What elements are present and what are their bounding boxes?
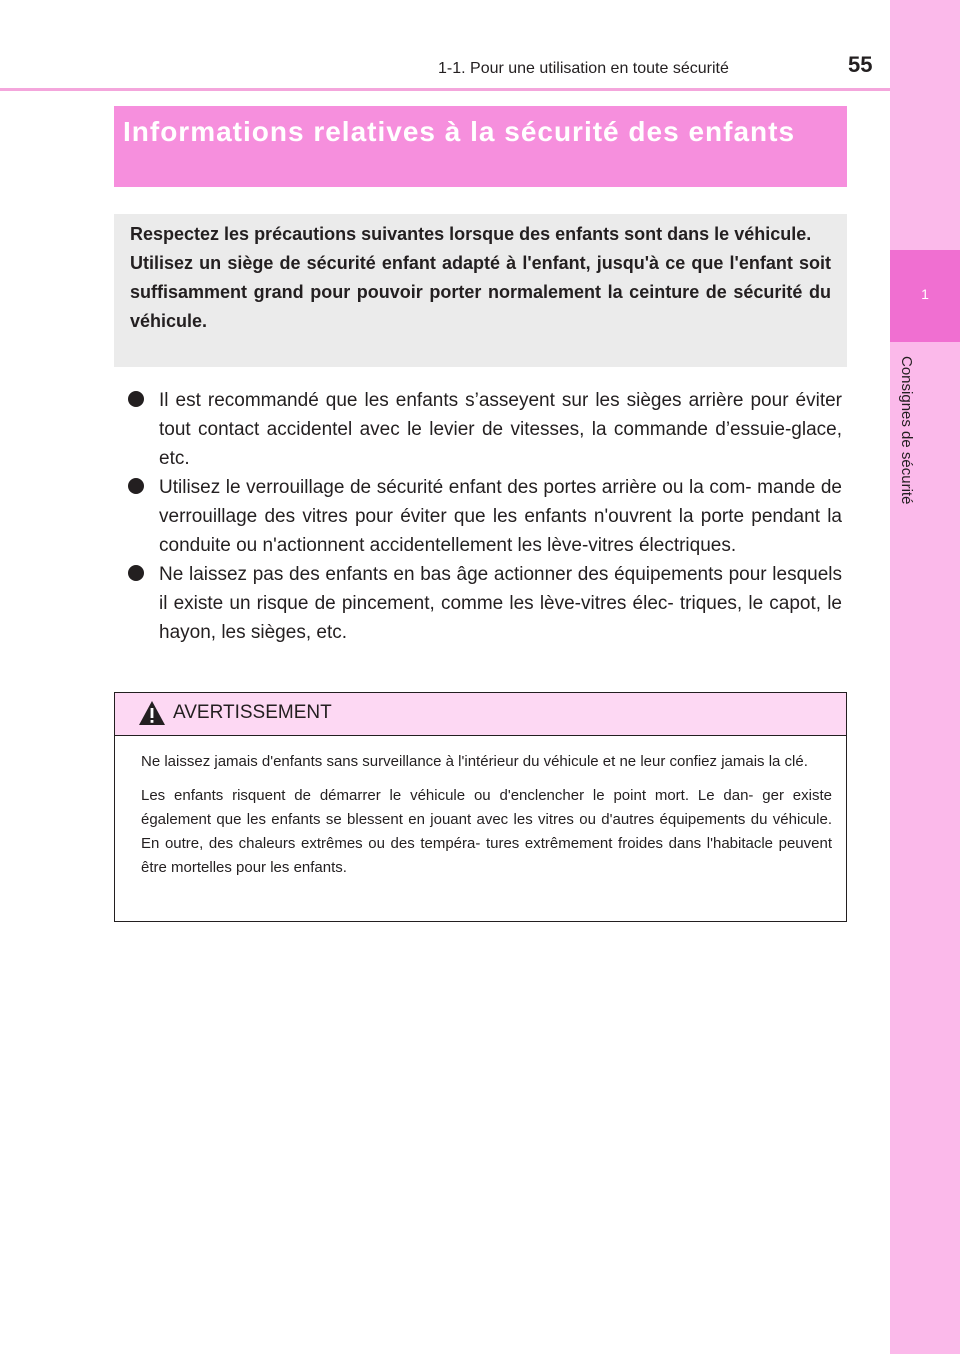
intro-paragraph: Utilisez un siège de sécurité enfant adapté à l'enfant, jusqu'à ce que l'enfant soit suffisamment grand pour pouvoir porter normalement la ceinture de sécurité du véhicule. — [130, 253, 831, 331]
bullet-text: Ne laissez pas des enfants en bas âge actionner des équipements pour lesquels il existe un risque de pincement, comme les lève-vitres élec- triques, le capot, le hayon, les sièges, etc. — [159, 564, 842, 643]
intro-box — [114, 214, 847, 367]
bullet-dot-icon — [128, 391, 144, 407]
warning-body — [115, 736, 846, 880]
section-title-box — [114, 106, 847, 187]
warning-title: AVERTISSEMENT — [173, 702, 332, 723]
intro-paragraph: Respectez les précautions suivantes lorsque des enfants sont dans le véhicule. — [130, 224, 812, 244]
section-title: Informations relatives à la sécurité des enfants — [123, 116, 796, 147]
chapter-label: Consignes de sécurité — [898, 356, 915, 505]
header-section-title: 1-1. Pour une utilisation en toute sécurité — [438, 60, 729, 77]
warning-box — [114, 692, 847, 922]
bullet-item — [128, 473, 842, 560]
page-number: 55 — [848, 52, 873, 77]
bullet-text: Il est recommandé que les enfants s’asseyent sur les sièges arrière pour éviter tout contact accidentel avec le levier de vitesses, la commande d’essuie-glace, etc. — [159, 390, 842, 469]
warning-header — [115, 693, 846, 736]
bullet-dot-icon — [128, 565, 144, 581]
bullet-item — [128, 386, 842, 473]
warning-paragraph: Les enfants risquent de démarrer le véhicule ou d'enclencher le point mort. Le dan- ger existe également que les enfants se blessent en jouant avec les vitres ou d'autres équipements du véhicule. En outre, des chaleurs extrêmes ou des tempéra- tures extrêmement froides dans l'habitacle peuvent être mortelles pour les enfants. — [141, 787, 832, 876]
chapter-number: 1 — [921, 286, 929, 302]
warning-triangle-icon — [138, 700, 166, 726]
bullet-text: Utilisez le verrouillage de sécurité enfant des portes arrière ou la com- mande de verrouillage des vitres pour éviter que les enfants n'ouvrent la porte pendant la conduite ou n'actionnent accidentellement les lève-vitres électriques. — [159, 477, 842, 556]
side-chapter-tab — [890, 0, 960, 1354]
header-rule — [0, 88, 890, 91]
bullet-dot-icon — [128, 478, 144, 494]
bullet-list — [128, 386, 842, 647]
bullet-item — [128, 560, 842, 647]
warning-paragraph: Ne laissez jamais d'enfants sans surveillance à l'intérieur du véhicule et ne leur confiez jamais la clé. — [141, 753, 808, 770]
